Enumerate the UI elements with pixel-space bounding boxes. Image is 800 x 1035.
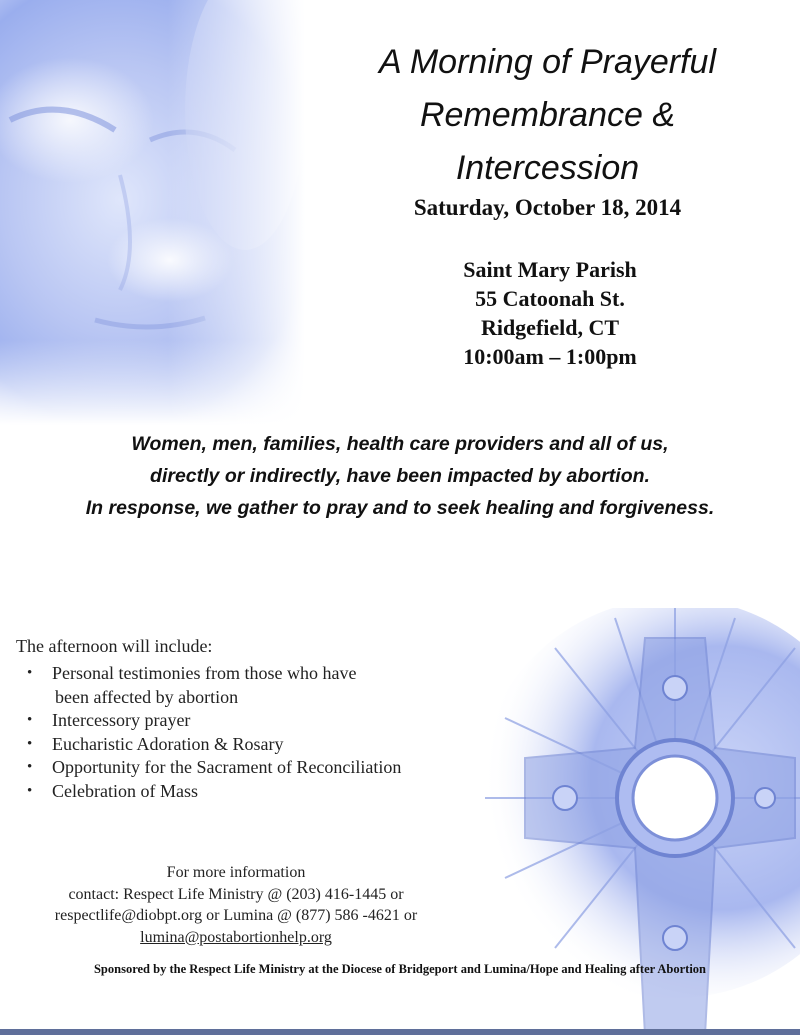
event-date: Saturday, October 18, 2014 — [413, 195, 682, 220]
agenda-item-text: Intercessory prayer — [52, 710, 191, 730]
event-venue — [300, 255, 800, 371]
list-item — [20, 709, 401, 733]
face-fade-overlay — [0, 0, 305, 425]
contact-line-email: respectlife@diobpt.org or Lumina @ (877) 586 -4621 or — [54, 907, 418, 924]
statement-line-1: Women, men, families, health care providers and all of us, — [131, 433, 669, 455]
sponsor-line: Sponsored by the Respect Life Ministry at the Diocese of Bridgeport and Lumina/Hope and Healing after Abortion — [93, 962, 707, 976]
event-title — [300, 36, 795, 195]
agenda-list — [20, 662, 401, 803]
agenda-item-text: Opportunity for the Sacrament of Reconciliation — [52, 757, 402, 777]
bullet-icon: • — [27, 665, 33, 681]
agenda-item-text: Celebration of Mass — [52, 780, 198, 801]
venue-street: 55 Catoonah St. — [475, 286, 625, 311]
contact-heading: For more information — [166, 864, 306, 881]
bullet-icon: • — [27, 735, 33, 752]
bullet-icon: • — [27, 759, 33, 775]
list-item — [20, 662, 401, 709]
agenda-item-continuation: been affected by abortion — [55, 686, 239, 707]
title-line-1: A Morning of Prayerful — [379, 43, 716, 81]
event-time: 10:00am – 1:00pm — [463, 344, 637, 369]
contact-line-phone: contact: Respect Life Ministry @ (203) 416-1445 or — [68, 885, 404, 903]
statement-line-2: directly or indirectly, have been impacted by abortion. — [150, 465, 650, 487]
list-item — [20, 780, 401, 804]
contact-info — [0, 862, 472, 948]
statement-line-3: In response, we gather to pray and to seek healing and forgiveness. — [85, 497, 715, 519]
title-line-3: Intercession — [455, 149, 640, 187]
agenda-item-text: Personal testimonies from those who have — [52, 663, 357, 683]
mission-statement — [0, 428, 800, 524]
agenda-item-text: Eucharistic Adoration & Rosary — [52, 733, 284, 754]
venue-name: Saint Mary Parish — [463, 257, 637, 282]
bullet-icon: • — [27, 782, 33, 799]
contact-email-link[interactable]: lumina@postabortionhelp.org — [140, 928, 332, 946]
venue-city: Ridgefield, CT — [480, 315, 620, 340]
face-artwork — [0, 0, 305, 425]
agenda-intro: The afternoon will include: — [16, 636, 213, 656]
bottom-divider — [0, 1029, 800, 1035]
list-item — [20, 756, 401, 780]
title-line-2: Remembrance & — [419, 96, 676, 134]
list-item — [20, 733, 401, 757]
bullet-icon: • — [27, 712, 33, 728]
